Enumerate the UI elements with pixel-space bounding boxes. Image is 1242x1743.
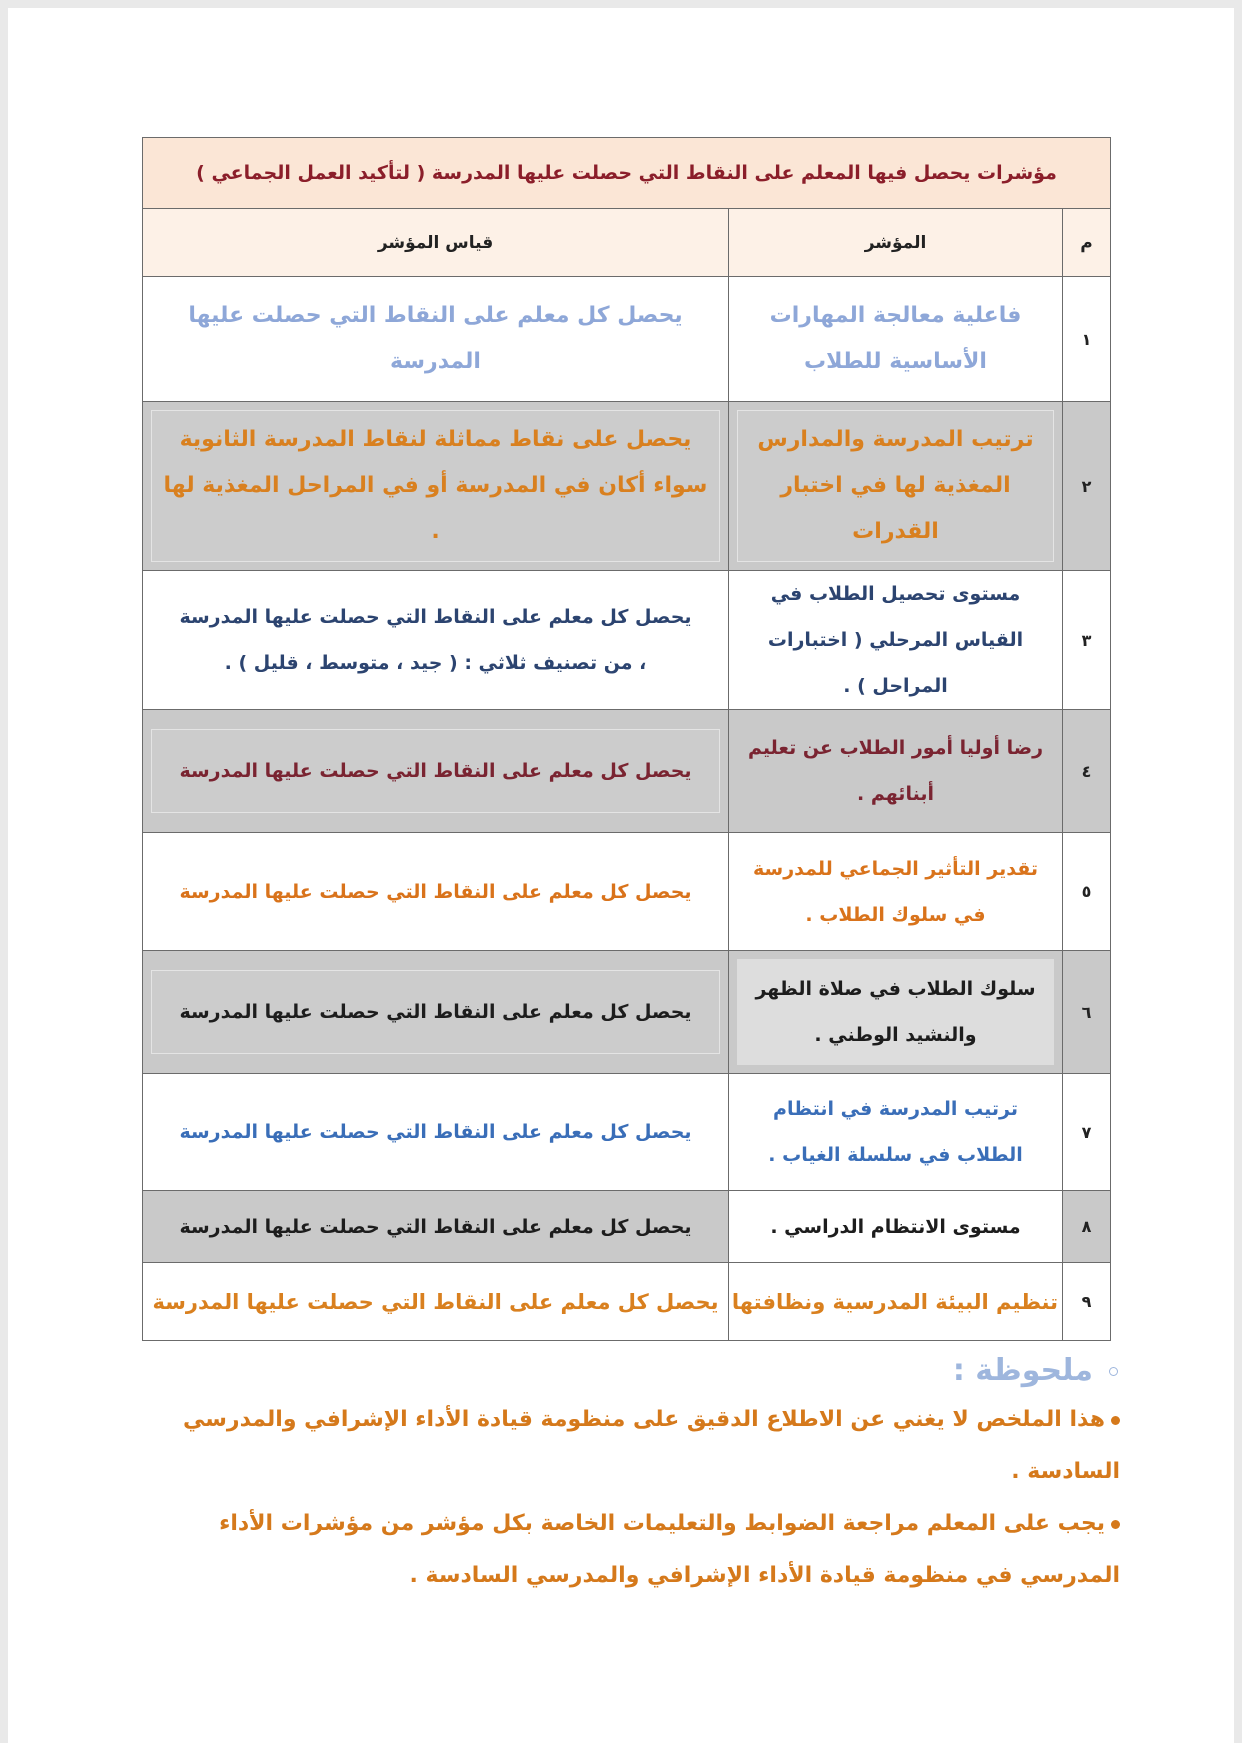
indicator-cell [729,710,1063,833]
indicator-cell: مستوى تحصيل الطلاب في القياس المرحلي ( اختبارات المراحل ) . [729,571,1063,710]
indicator-cell: ترتيب المدرسة في انتظام الطلاب في سلسلة الغياب . [729,1074,1063,1191]
circle-bullet-icon [1109,1367,1118,1376]
row-number: ١ [1063,277,1111,402]
measure-cell [143,951,729,1074]
indicator-text: سلوك الطلاب في صلاة الظهر والنشيد الوطني . [737,959,1054,1065]
table-title: مؤشرات يحصل فيها المعلم على النقاط التي حصلت عليها المدرسة ( لتأكيد العمل الجماعي ) [143,138,1111,209]
row-number: ٦ [1063,951,1111,1074]
indicator-text: ترتيب المدرسة والمدارس المغذية لها في اختبار القدرات [737,410,1054,562]
measure-text: يحصل كل معلم على النقاط التي حصلت عليها المدرسة [151,729,720,813]
indicator-cell [729,402,1063,571]
measure-text: يحصل على نقاط مماثلة لنقاط المدرسة الثانوية سواء أكان في المدرسة أو في المراحل المغذية لها . [151,410,720,562]
table-row [143,277,1111,402]
indicator-cell [729,951,1063,1074]
table-row [143,833,1111,951]
document-page [8,8,1234,1743]
table-row [143,951,1111,1074]
note-heading [128,1353,1124,1388]
header-num: م [1063,209,1111,277]
row-number: ٧ [1063,1074,1111,1191]
note-title: ملحوظة : [952,1353,1093,1388]
indicator-cell: تنظيم البيئة المدرسية ونظافتها [729,1263,1063,1341]
indicator-cell: تقدير التأثير الجماعي للمدرسة في سلوك الطلاب . [729,833,1063,951]
table-row [143,402,1111,571]
table-row [143,1263,1111,1341]
table-row [143,571,1111,710]
note-item [128,1498,1124,1602]
measure-cell [143,402,729,571]
note-item-text: يجب على المعلم مراجعة الضوابط والتعليمات الخاصة بكل مؤشر من مؤشرات الأداء المدرسي في منظومة قيادة الأداء الإشرافي والمدرسي السادسة . [219,1511,1120,1588]
note-item-text: هذا الملخص لا يغني عن الاطلاع الدقيق على منظومة قيادة الأداء الإشرافي والمدرسي السادسة . [183,1407,1120,1484]
measure-cell: يحصل كل معلم على النقاط التي حصلت عليها المدرسة [143,833,729,951]
row-number: ٢ [1063,402,1111,571]
measure-cell [143,710,729,833]
measure-cell: يحصل كل معلم على النقاط التي حصلت عليها المدرسة [143,1263,729,1341]
bullet-icon [1111,1416,1120,1425]
row-number: ٩ [1063,1263,1111,1341]
header-indicator: المؤشر [729,209,1063,277]
indicator-text: رضا أوليا أمور الطلاب عن تعليم أبنائهم . [737,718,1054,824]
bullet-icon [1111,1520,1120,1529]
row-number: ٨ [1063,1191,1111,1263]
table-row [143,1074,1111,1191]
measure-cell: يحصل كل معلم على النقاط التي حصلت عليها المدرسة [143,277,729,402]
header-measure: قياس المؤشر [143,209,729,277]
table-row [143,710,1111,833]
measure-cell: يحصل كل معلم على النقاط التي حصلت عليها المدرسة [143,1074,729,1191]
row-number: ٤ [1063,710,1111,833]
note-item [128,1394,1124,1498]
measure-cell: يحصل كل معلم على النقاط التي حصلت عليها المدرسة ، من تصنيف ثلاثي : ( جيد ، متوسط ، قليل ) . [143,571,729,710]
indicator-cell: مستوى الانتظام الدراسي . [729,1191,1063,1263]
table-row [143,1191,1111,1263]
measure-cell: يحصل كل معلم على النقاط التي حصلت عليها المدرسة [143,1191,729,1263]
indicator-cell: فاعلية معالجة المهارات الأساسية للطلاب [729,277,1063,402]
measure-text: يحصل كل معلم على النقاط التي حصلت عليها المدرسة [151,970,720,1054]
indicators-table [142,137,1111,1341]
row-number: ٣ [1063,571,1111,710]
note-section [128,1353,1124,1602]
row-number: ٥ [1063,833,1111,951]
